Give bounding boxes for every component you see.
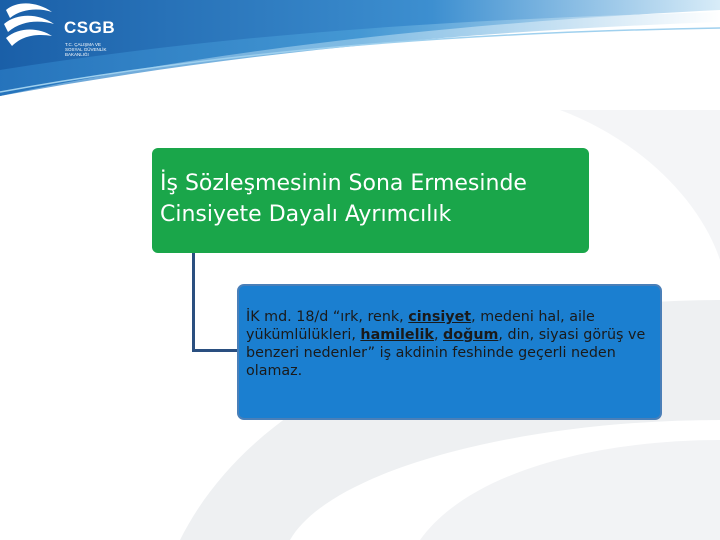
connector-line [192, 253, 240, 352]
main-topic-title: İş Sözleşmesinin Sona Ermesinde Cinsiyete Dayalı Ayrımcılık [160, 171, 527, 227]
sub-text-part: , din, siyasi görüş ve benzeri nedenler” iş akdinin feshinde geçerli neden olamaz. [246, 327, 646, 379]
sub-text-part: İK md. 18/d “ırk, renk, [246, 309, 409, 325]
underlined-term-cinsiyet: cinsiyet [408, 309, 472, 325]
csgb-logo-icon [0, 0, 58, 50]
sub-text-part: , medeni hal, aile yükümlülükleri, [246, 309, 595, 343]
sub-topic-text [246, 308, 653, 380]
header-banner [0, 0, 720, 110]
underlined-term-hamilelik: hamilelik [360, 327, 434, 343]
main-topic-box [152, 148, 589, 253]
underlined-term-dogum: doğum [443, 327, 499, 343]
sub-topic-box [237, 284, 662, 420]
logo-text: CSGB [64, 18, 116, 37]
sub-text-part: , [433, 327, 444, 343]
logo-subtitle: T.C. ÇALIŞMA VE SOSYAL GÜVENLİK BAKANLIĞI [65, 42, 107, 57]
